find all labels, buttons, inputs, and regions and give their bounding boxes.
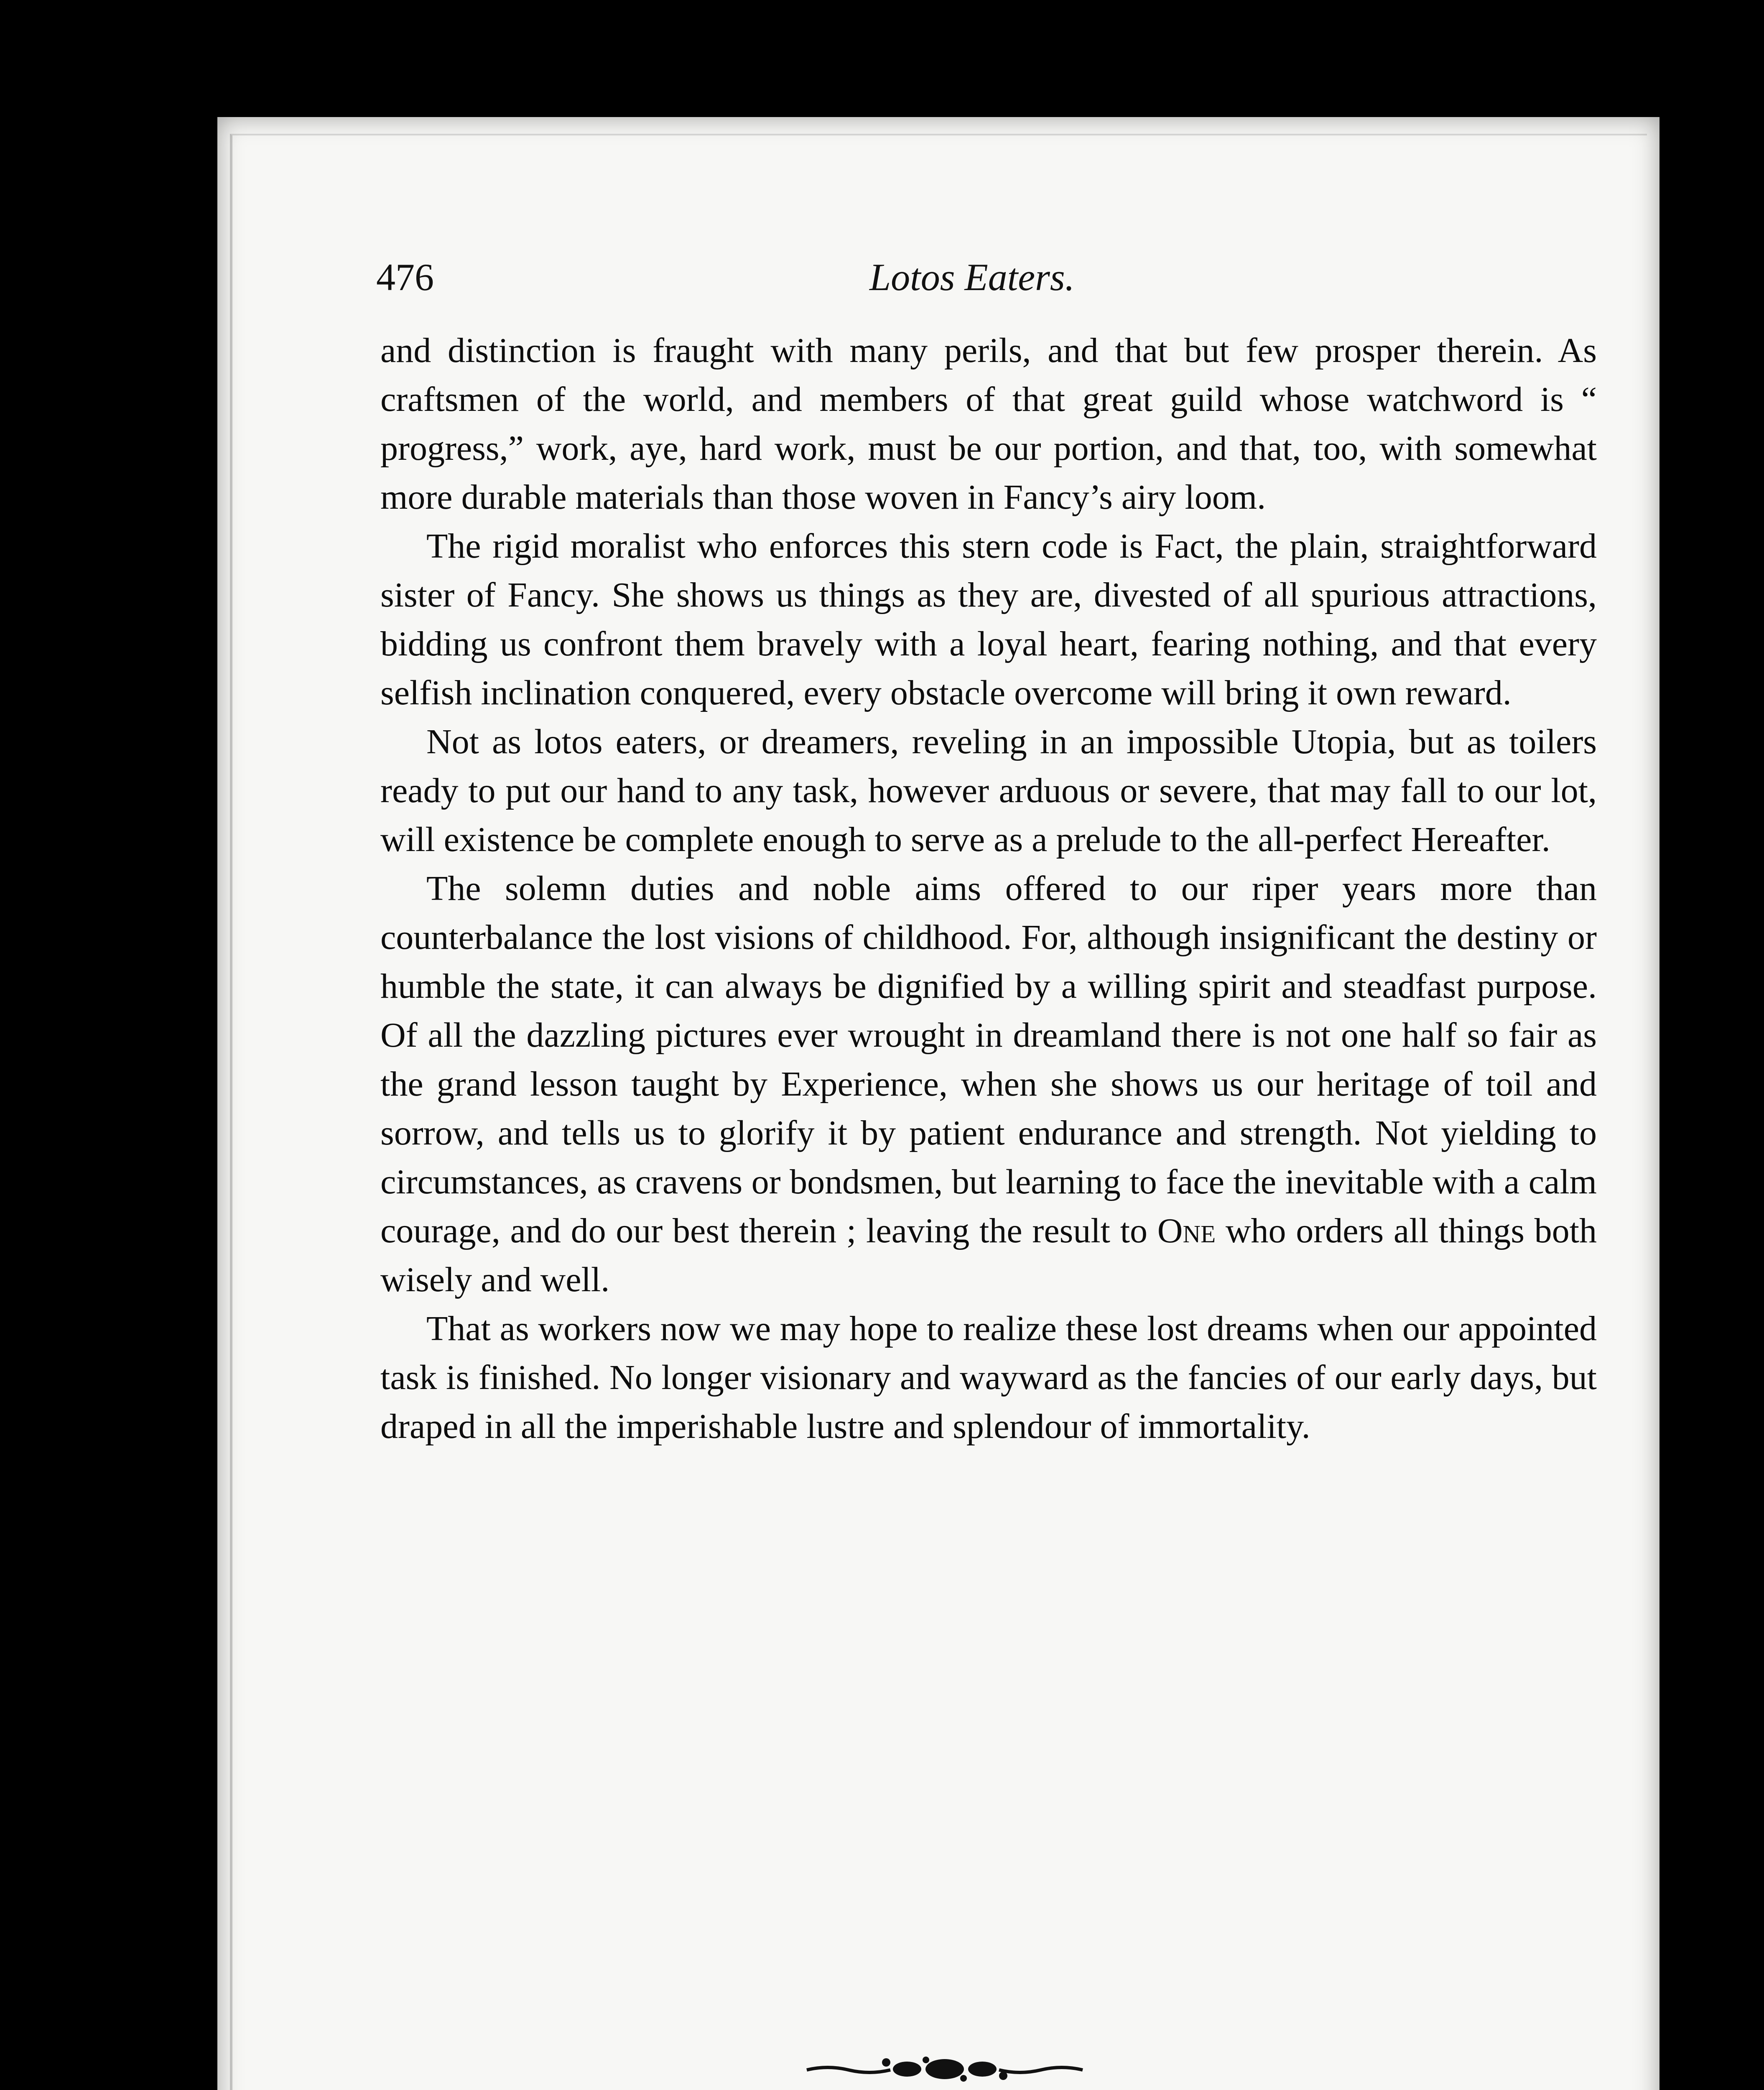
paragraph-5: That as workers now we may hope to realize these lost dreams when our appointed task is finished. No longer visionary and wayward as the fancies of our early days, but draped in all the imperishable lustre and splendour of immortality. — [380, 1309, 1597, 1446]
running-header — [376, 255, 1438, 309]
paragraph-2: The rigid moralist who enforces this stern code is Fact, the plain, straightforward sister of Fancy. She shows us things as they are, divested of all spurious attractions, bidding us confront them bravely with a loyal heart, fearing nothing, and that every selfish inclination conquered, every obstacle overcome will bring it own reward. — [380, 527, 1597, 712]
paragraph-4-end: who orders all things both wisely and well. — [380, 1211, 1597, 1299]
paragraph-4-smallcaps: One — [1157, 1211, 1216, 1250]
running-title: Lotos Eaters. — [869, 256, 1075, 298]
paragraph-3: Not as lotos eaters, or dreamers, reveling in an impossible Utopia, but as toilers ready to put our hand to any task, however arduous or severe, that may fall to our lot, will existence be complete enough to serve as a prelude to the all-perfect Hereafter. — [380, 722, 1597, 859]
paragraph-1: and distinction is fraught with many perils, and that but few prosper therein. As craftsmen of the world, and members of that great guild whose watchword is “ progress,” work, aye, hard work, must be our portion, and that, too, with somewhat more durable materials than those woven in Fancy’s airy loom. — [380, 331, 1597, 517]
paragraph-4 — [380, 864, 1597, 1304]
book-page — [217, 117, 1659, 2090]
page-number: 476 — [376, 256, 434, 298]
body-text — [380, 326, 1597, 1451]
paragraph-4-text: The solemn duties and noble aims offered to our riper years more than counterbalance the lost visions of childhood. For, although insignificant the destiny or humble the state, it can always be dignified by a willing spirit and steadfast purpose. Of all the dazzling pictures ever wrought in dreamland there is not one half so fair as the grand lesson taught by Experience, when she shows us our heritage of toil and sorrow, and tells us to glorify it by patient endurance and strength. Not yielding to circumstances, as cravens or bondsmen, but learning to face the inevitable with a calm courage, and do our best therein ; leaving the result to — [380, 869, 1597, 1250]
ornament-flourish-icon — [803, 2052, 1087, 2086]
